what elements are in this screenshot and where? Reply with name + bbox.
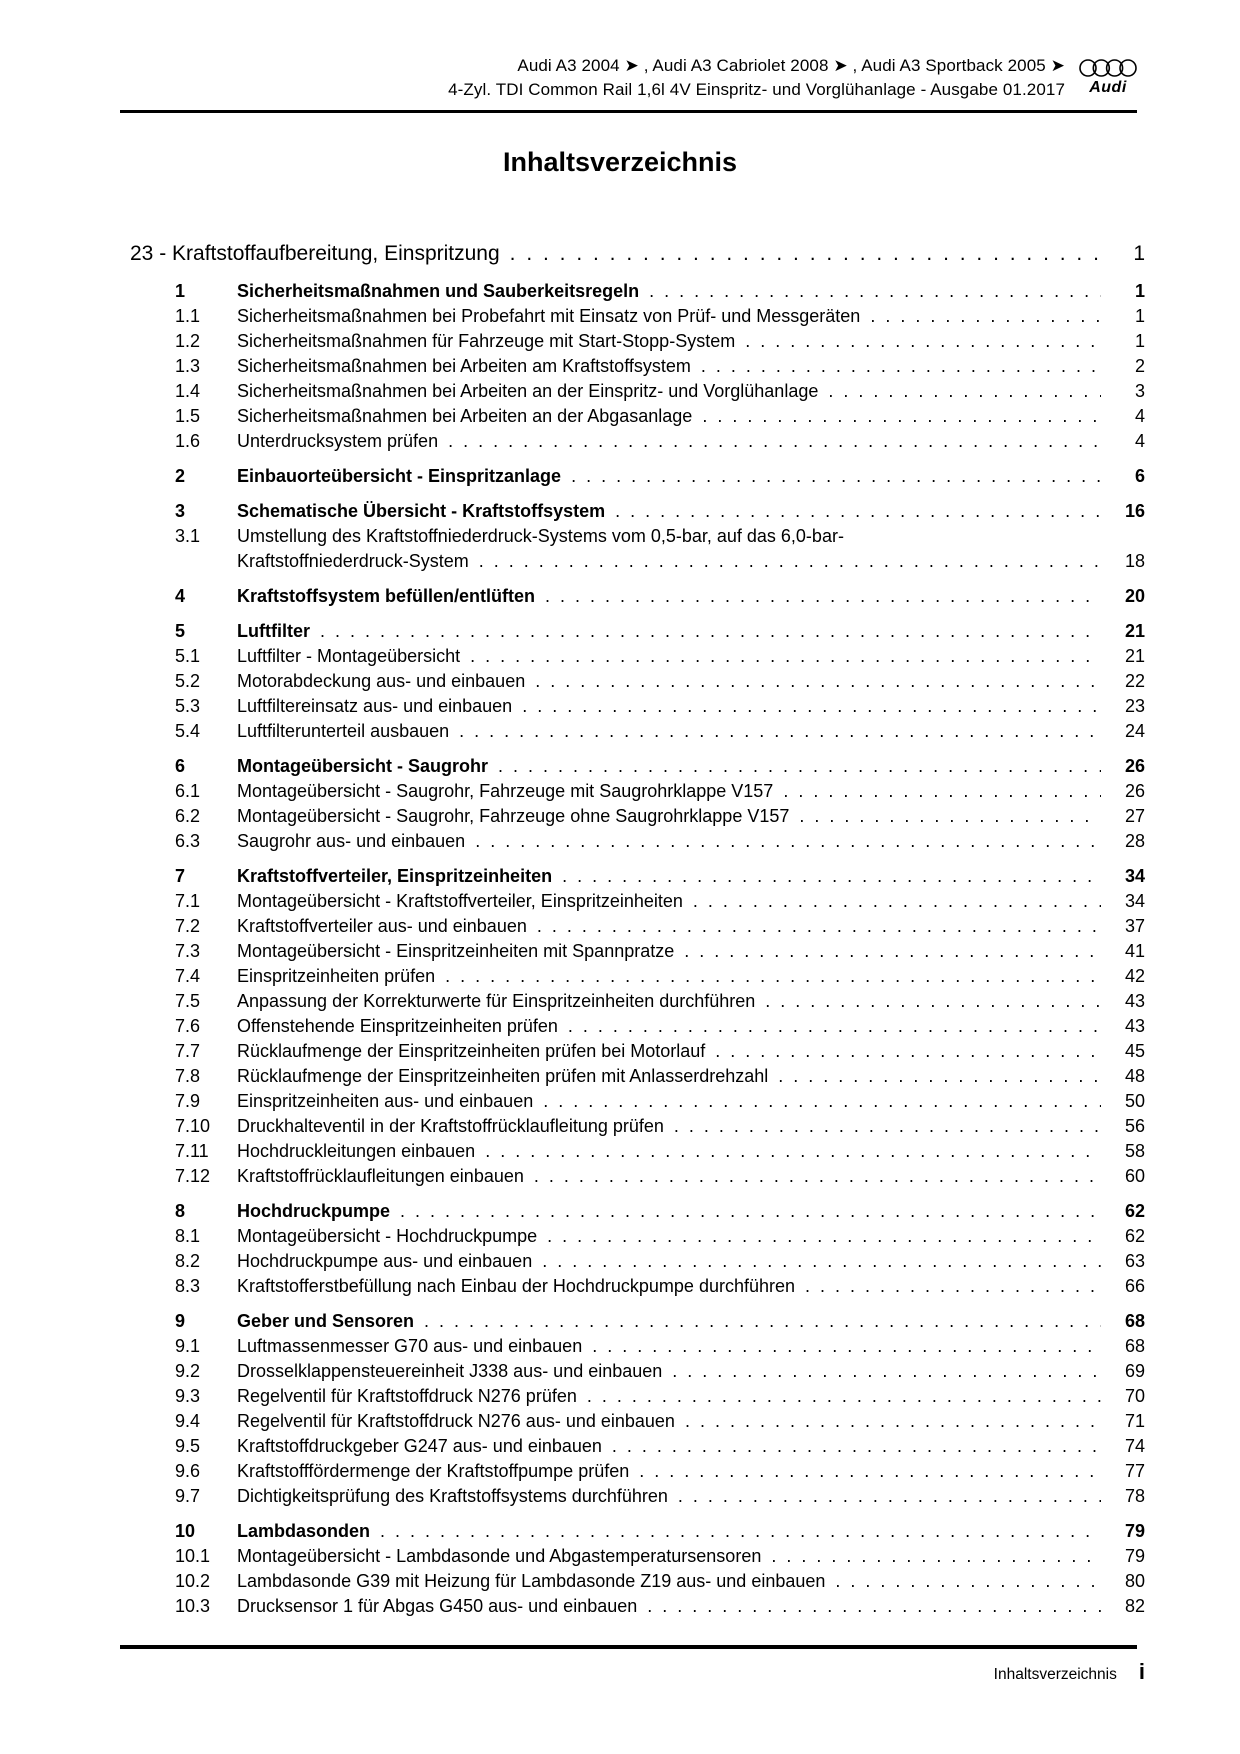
toc-entry-number: 8 (175, 1201, 186, 1221)
toc-entry-page: 58 (1124, 1141, 1145, 1161)
toc-entry-page: 78 (1124, 1486, 1145, 1506)
dot-leader (765, 989, 1101, 1014)
toc-entry-title: Regelventil für Kraftstoffdruck N276 aus- und einbauen (237, 1411, 675, 1431)
toc-entry-number: 9.3 (175, 1386, 201, 1406)
toc-entry-page: 3 (1134, 381, 1145, 401)
toc-entry-number: 5 (175, 621, 186, 641)
page-title: Inhaltsverzeichnis (502, 147, 738, 177)
toc-entry-number: 1.6 (175, 431, 201, 451)
toc-entry-title: Lambdasonde G39 mit Heizung für Lambdasonde Z19 aus- und einbauen (237, 1571, 826, 1591)
dot-leader (562, 864, 1101, 889)
toc-entry (175, 804, 1145, 829)
toc-entry-title: Sicherheitsmaßnahmen für Fahrzeuge mit Start-Stopp-System (237, 331, 736, 351)
toc-entry-number: 7.8 (175, 1066, 201, 1086)
toc-entry (175, 549, 1145, 574)
toc-entry-title: Kraftstoffsystem befüllen/entlüften (237, 586, 536, 606)
toc-entry-number: 1.3 (175, 356, 201, 376)
toc-entry-page: 18 (1124, 551, 1145, 571)
toc-entry-number: 4 (175, 586, 186, 606)
toc-entry (175, 1409, 1145, 1434)
header-text (448, 54, 1065, 102)
dot-leader (510, 238, 1101, 269)
toc-entry (175, 889, 1145, 914)
toc-entry-page: 62 (1124, 1201, 1145, 1221)
toc-entry-number: 1.2 (175, 331, 201, 351)
toc-entry (175, 1434, 1145, 1459)
toc-entry-number: 5.2 (175, 671, 201, 691)
toc-entry-title: Sicherheitsmaßnahmen bei Probefahrt mit Einsatz von Prüf- und Messgeräten (237, 306, 861, 326)
toc-entry (175, 1224, 1145, 1249)
toc-entry (175, 429, 1145, 454)
toc-entry-title: Drosselklappensteuereinheit J338 aus- und einbauen (237, 1361, 663, 1381)
toc-entry (175, 1544, 1145, 1569)
toc-entry (175, 719, 1145, 744)
dot-leader (693, 889, 1101, 914)
toc-entry-number: 7.7 (175, 1041, 201, 1061)
table-of-contents (130, 238, 1145, 1619)
toc-entry (175, 914, 1145, 939)
toc-entry (175, 644, 1145, 669)
toc-entry-page: 41 (1124, 941, 1145, 961)
toc-entry-page: 66 (1124, 1276, 1145, 1296)
toc-entry-number: 5.3 (175, 696, 201, 716)
toc-entry-title: Drucksensor 1 für Abgas G450 aus- und einbauen (237, 1596, 638, 1616)
dot-leader (445, 964, 1101, 989)
toc-entry-page: 34 (1124, 866, 1145, 886)
dot-leader (498, 754, 1101, 779)
toc-entry-number: 9.2 (175, 1361, 201, 1381)
dot-leader (485, 1139, 1101, 1164)
toc-entry (175, 864, 1145, 889)
page-footer (994, 1659, 1145, 1685)
toc-entry-number: 3.1 (175, 526, 201, 546)
toc-entry-page: 4 (1134, 431, 1145, 451)
brand-block (1079, 54, 1137, 97)
toc-entry (175, 279, 1145, 304)
toc-entry-number: 7.5 (175, 991, 201, 1011)
toc-entry-page: 26 (1124, 756, 1145, 776)
dot-leader (745, 329, 1101, 354)
toc-entry-title: Kraftstoffverteiler aus- und einbauen (237, 916, 527, 936)
toc-entry-page: 21 (1124, 621, 1145, 641)
toc-entry (175, 1249, 1145, 1274)
toc-entry-number: 1.1 (175, 306, 201, 326)
toc-entry-number: 10.3 (175, 1596, 211, 1616)
toc-entry-title: Montageübersicht - Kraftstoffverteiler, Einspritzeinheiten (237, 891, 683, 911)
toc-entry-number: 8.1 (175, 1226, 201, 1246)
dot-leader (612, 1434, 1101, 1459)
toc-entry (175, 1274, 1145, 1299)
toc-entry-title: Luftfiltereinsatz aus- und einbauen (237, 696, 513, 716)
toc-entry-page: 27 (1124, 806, 1145, 826)
toc-entry-title: Hochdruckleitungen einbauen (237, 1141, 476, 1161)
dot-leader (571, 464, 1101, 489)
toc-entry-title: Luftmassenmesser G70 aus- und einbauen (237, 1336, 583, 1356)
toc-entry-title: Kraftstofferstbefüllung nach Einbau der Hochdruckpumpe durchführen (237, 1276, 796, 1296)
footer-divider (120, 1645, 1137, 1649)
toc-entry-number: 9.5 (175, 1436, 201, 1456)
toc-entry-page: 37 (1124, 916, 1145, 936)
toc-entry-number: 7.1 (175, 891, 201, 911)
toc-entry-number: 7 (175, 866, 186, 886)
toc-entry-page: 43 (1124, 1016, 1145, 1036)
toc-entry-number: 6 (175, 756, 186, 776)
toc-entry-title: Einspritzeinheiten prüfen (237, 966, 436, 986)
dot-leader (587, 1384, 1101, 1409)
dot-leader (424, 1309, 1101, 1334)
dot-leader (649, 279, 1101, 304)
toc-entry-title: Anpassung der Korrekturwerte für Einspritzeinheiten durchführen (237, 991, 756, 1011)
toc-entry-page: 74 (1124, 1436, 1145, 1456)
toc-entry-page: 77 (1124, 1461, 1145, 1481)
toc-entry (175, 1014, 1145, 1039)
audi-rings-icon (1079, 58, 1137, 78)
toc-entry (175, 1039, 1145, 1064)
toc-entry (175, 754, 1145, 779)
toc-entry-page: 79 (1124, 1521, 1145, 1541)
toc-entry (175, 524, 1145, 549)
toc-entry (175, 304, 1145, 329)
toc-entry (175, 989, 1145, 1014)
toc-entry-title: Hochdruckpumpe aus- und einbauen (237, 1251, 533, 1271)
toc-entry (175, 1164, 1145, 1189)
toc-entry-title: Sicherheitsmaßnahmen bei Arbeiten an der Abgasanlage (237, 406, 693, 426)
dot-leader (783, 779, 1101, 804)
toc-entry-title: Lambdasonden (237, 1521, 371, 1541)
toc-entry (175, 1569, 1145, 1594)
header-divider (120, 110, 1137, 113)
toc-entry-number: 6.3 (175, 831, 201, 851)
toc-entry-number: 9.4 (175, 1411, 201, 1431)
toc-entry-title: Montageübersicht - Saugrohr, Fahrzeuge ohne Saugrohrklappe V157 (237, 806, 790, 826)
toc-list (175, 279, 1145, 1619)
toc-entry-page: 28 (1124, 831, 1145, 851)
header-model-line: Audi A3 2004 ➤ , Audi A3 Cabriolet 2008 ➤ , Audi A3 Sportback 2005 ➤ (517, 56, 1065, 75)
toc-entry-number: 10 (175, 1521, 196, 1541)
toc-entry-page: 62 (1124, 1226, 1145, 1246)
dot-leader (639, 1459, 1101, 1484)
toc-entry-title: Montageübersicht - Hochdruckpumpe (237, 1226, 538, 1246)
toc-entry-number: 9.7 (175, 1486, 201, 1506)
toc-entry (175, 1064, 1145, 1089)
dot-leader (568, 1014, 1101, 1039)
toc-entry-page: 50 (1124, 1091, 1145, 1111)
toc-entry-title: Montageübersicht - Saugrohr, Fahrzeuge mit Saugrohrklappe V157 (237, 781, 774, 801)
dot-leader (479, 549, 1101, 574)
toc-entry-page: 68 (1124, 1311, 1145, 1331)
toc-entry-page: 71 (1124, 1411, 1145, 1431)
toc-entry (175, 939, 1145, 964)
toc-entry-title: Geber und Sensoren (237, 1311, 415, 1331)
toc-entry-title: Kraftstoffniederdruck-System (237, 551, 469, 571)
toc-entry-title: Sicherheitsmaßnahmen bei Arbeiten an der Einspritz- und Vorglühanlage (237, 381, 819, 401)
toc-entry-number: 7.4 (175, 966, 201, 986)
dot-leader (592, 1334, 1101, 1359)
header-subject-line: 4-Zyl. TDI Common Rail 1,6l 4V Einspritz- und Vorglühanlage - Ausgabe 01.2017 (448, 80, 1065, 99)
toc-entry-title: Sicherheitsmaßnahmen bei Arbeiten am Kraftstoffsystem (237, 356, 691, 376)
toc-entry-title: Hochdruckpumpe (237, 1201, 391, 1221)
toc-entry-page: 21 (1124, 646, 1145, 666)
toc-entry-page: 16 (1124, 501, 1145, 521)
toc-entry (175, 499, 1145, 524)
toc-entry-title: Kraftstoffrücklaufleitungen einbauen (237, 1166, 524, 1186)
footer-label: Inhaltsverzeichnis (993, 1666, 1117, 1683)
toc-chapter-row (130, 238, 1145, 269)
toc-entry-title: Kraftstoffverteiler, Einspritzeinheiten (237, 866, 553, 886)
toc-entry (175, 779, 1145, 804)
toc-entry-number: 10.2 (175, 1571, 211, 1591)
toc-entry-number: 6.2 (175, 806, 201, 826)
toc-entry-number: 7.3 (175, 941, 201, 961)
footer-page-number: i (1138, 1659, 1145, 1684)
toc-entry-number: 8.2 (175, 1251, 201, 1271)
toc-entry-number: 9 (175, 1311, 186, 1331)
toc-entry-page: 42 (1124, 966, 1145, 986)
dot-leader (715, 1039, 1101, 1064)
toc-entry-number: 6.1 (175, 781, 201, 801)
toc-entry (175, 354, 1145, 379)
toc-entry-title: Unterdrucksystem prüfen (237, 431, 439, 451)
toc-entry-title: Regelventil für Kraftstoffdruck N276 prüfen (237, 1386, 577, 1406)
dot-leader (535, 669, 1101, 694)
toc-entry-page: 43 (1124, 991, 1145, 1011)
toc-entry-page: 63 (1124, 1251, 1145, 1271)
toc-entry-number: 2 (175, 466, 186, 486)
toc-entry-number: 10.1 (175, 1546, 211, 1566)
dot-leader (534, 1164, 1101, 1189)
dot-leader (475, 829, 1101, 854)
toc-entry (175, 1334, 1145, 1359)
toc-entry-page: 22 (1124, 671, 1145, 691)
toc-entry-title: Umstellung des Kraftstoffniederdruck-Systems vom 0,5-bar, auf das 6,0-bar- (237, 526, 844, 546)
page-header (120, 54, 1137, 102)
toc-entry-page: 34 (1124, 891, 1145, 911)
toc-entry-title: Montageübersicht - Saugrohr (237, 756, 489, 776)
toc-entry-title: Rücklaufmenge der Einspritzeinheiten prüfen mit Anlasserdrehzahl (237, 1066, 769, 1086)
toc-entry-title: Sicherheitsmaßnahmen und Sauberkeitsregeln (237, 281, 640, 301)
toc-entry-title: Luftfilter - Montageübersicht (237, 646, 461, 666)
toc-entry-title: Dichtigkeitsprüfung des Kraftstoffsystems durchführen (237, 1486, 668, 1506)
toc-entry (175, 1384, 1145, 1409)
toc-entry-number: 5.1 (175, 646, 201, 666)
toc-entry-page: 70 (1124, 1386, 1145, 1406)
dot-leader (684, 939, 1101, 964)
toc-entry-page: 23 (1124, 696, 1145, 716)
toc-entry-title: Einbauorteübersicht - Einspritzanlage (237, 466, 562, 486)
toc-entry (175, 1199, 1145, 1224)
dot-leader (778, 1064, 1101, 1089)
toc-entry-page: 4 (1134, 406, 1145, 426)
toc-entry-page: 80 (1124, 1571, 1145, 1591)
dot-leader (799, 804, 1101, 829)
toc-entry-number: 1.5 (175, 406, 201, 426)
toc-entry-number: 1 (175, 281, 186, 301)
toc-entry-number: 9.1 (175, 1336, 201, 1356)
toc-entry-title: Rücklaufmenge der Einspritzeinheiten prüfen bei Motorlauf (237, 1041, 706, 1061)
toc-entry-page: 1 (1134, 331, 1145, 351)
toc-entry-title: Luftfilterunterteil ausbauen (237, 721, 450, 741)
dot-leader (771, 1544, 1101, 1569)
dot-leader (870, 304, 1101, 329)
toc-entry-title: Schematische Übersicht - Kraftstoffsystem (237, 501, 606, 521)
toc-entry-title: Kraftstoffdruckgeber G247 aus- und einbauen (237, 1436, 602, 1456)
toc-entry (175, 1594, 1145, 1619)
toc-entry-page: 6 (1134, 466, 1145, 486)
toc-entry-page: 26 (1124, 781, 1145, 801)
dot-leader (542, 1249, 1101, 1274)
toc-entry-title: Kraftstofffördermenge der Kraftstoffpumpe prüfen (237, 1461, 630, 1481)
audi-wordmark: Audi (1089, 79, 1127, 96)
toc-entry (175, 1309, 1145, 1334)
toc-entry-page: 69 (1124, 1361, 1145, 1381)
toc-entry-title: Luftfilter (237, 621, 310, 641)
dot-leader (459, 719, 1101, 744)
toc-entry-number: 7.9 (175, 1091, 201, 1111)
toc-entry (175, 669, 1145, 694)
toc-entry-number: 9.6 (175, 1461, 201, 1481)
toc-entry (175, 694, 1145, 719)
dot-leader (537, 914, 1101, 939)
toc-entry-number: 7.11 (175, 1141, 209, 1161)
dot-leader (615, 499, 1101, 524)
toc-entry (175, 1139, 1145, 1164)
toc-entry (175, 964, 1145, 989)
dot-leader (828, 379, 1101, 404)
toc-entry-title: Einspritzeinheiten aus- und einbauen (237, 1091, 534, 1111)
dot-leader (522, 694, 1101, 719)
dot-leader (448, 429, 1101, 454)
toc-entry (175, 329, 1145, 354)
toc-entry-number: 5.4 (175, 721, 201, 741)
dot-leader (547, 1224, 1101, 1249)
toc-entry-number: 7.10 (175, 1116, 211, 1136)
dot-leader (400, 1199, 1101, 1224)
toc-entry (175, 379, 1145, 404)
toc-entry (175, 619, 1145, 644)
toc-entry-title: Offenstehende Einspritzeinheiten prüfen (237, 1016, 558, 1036)
toc-entry (175, 1089, 1145, 1114)
toc-chapter-page: 1 (1133, 242, 1145, 265)
toc-entry-page: 82 (1124, 1596, 1145, 1616)
dot-leader (380, 1519, 1101, 1544)
dot-leader (674, 1114, 1101, 1139)
dot-leader (470, 644, 1101, 669)
dot-leader (320, 619, 1101, 644)
toc-entry-page: 79 (1124, 1546, 1145, 1566)
dot-leader (545, 584, 1101, 609)
toc-entry-number: 1.4 (175, 381, 201, 401)
toc-entry-page: 60 (1124, 1166, 1145, 1186)
toc-entry-title: Motorabdeckung aus- und einbauen (237, 671, 526, 691)
toc-entry-number: 3 (175, 501, 186, 521)
dot-leader (701, 354, 1101, 379)
toc-entry-title: Montageübersicht - Einspritzeinheiten mit Spannpratze (237, 941, 675, 961)
toc-entry-page: 56 (1124, 1116, 1145, 1136)
toc-entry (175, 1114, 1145, 1139)
toc-entry-page: 2 (1134, 356, 1145, 376)
toc-entry-page: 48 (1124, 1066, 1145, 1086)
toc-entry (175, 404, 1145, 429)
toc-entry (175, 1519, 1145, 1544)
dot-leader (702, 404, 1101, 429)
toc-entry-number: 7.6 (175, 1016, 201, 1036)
dot-leader (805, 1274, 1101, 1299)
toc-entry-page: 20 (1124, 586, 1145, 606)
toc-entry (175, 584, 1145, 609)
dot-leader (678, 1484, 1101, 1509)
dot-leader (647, 1594, 1101, 1619)
toc-entry-page: 1 (1134, 306, 1145, 326)
toc-entry (175, 1459, 1145, 1484)
toc-entry-number: 7.12 (175, 1166, 211, 1186)
toc-entry-page: 1 (1134, 281, 1145, 301)
toc-entry (175, 464, 1145, 489)
toc-entry-page: 68 (1124, 1336, 1145, 1356)
toc-entry-page: 45 (1124, 1041, 1145, 1061)
toc-entry-title: Montageübersicht - Lambdasonde und Abgastemperatursensoren (237, 1546, 762, 1566)
toc-entry-title: Druckhalteventil in der Kraftstoffrücklaufleitung prüfen (237, 1116, 664, 1136)
toc-entry-number: 8.3 (175, 1276, 201, 1296)
toc-chapter-label: 23 - Kraftstoffaufbereitung, Einspritzung (130, 242, 500, 265)
toc-entry-number: 7.2 (175, 916, 201, 936)
toc-entry (175, 829, 1145, 854)
toc-entry-title: Saugrohr aus- und einbauen (237, 831, 466, 851)
toc-entry (175, 1484, 1145, 1509)
dot-leader (835, 1569, 1101, 1594)
dot-leader (685, 1409, 1101, 1434)
dot-leader (543, 1089, 1101, 1114)
dot-leader (672, 1359, 1101, 1384)
toc-entry-page: 24 (1124, 721, 1145, 741)
toc-entry (175, 1359, 1145, 1384)
